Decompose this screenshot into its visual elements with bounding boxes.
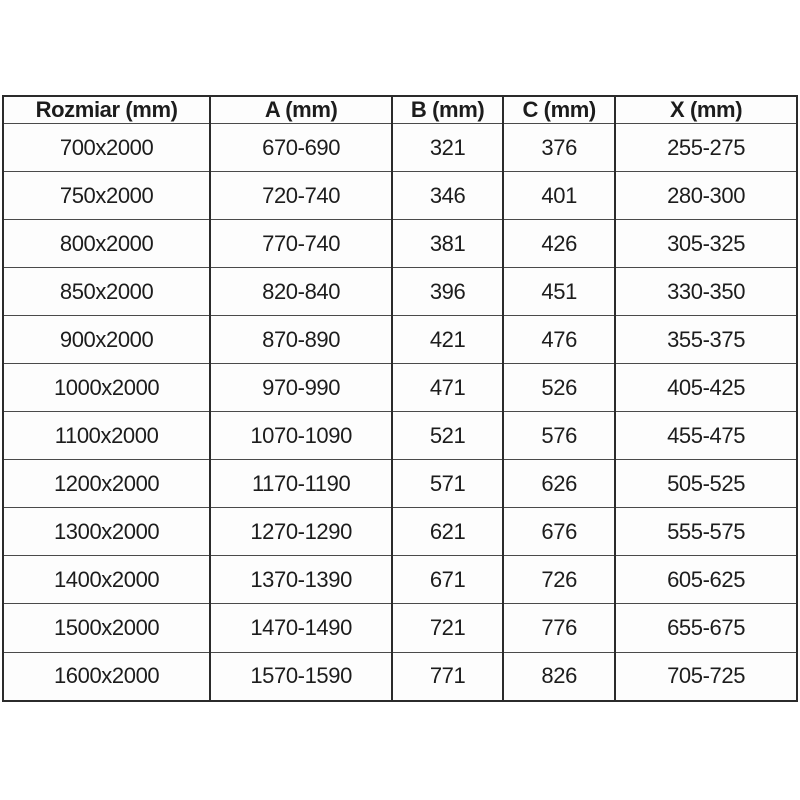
table-cell: 451: [503, 268, 615, 316]
table-cell: 826: [503, 652, 615, 701]
table-row: [3, 460, 797, 508]
table-cell: 1470-1490: [210, 604, 392, 652]
table-cell: 1600x2000: [3, 652, 210, 701]
table-body: [3, 124, 797, 702]
table-cell: 355-375: [615, 316, 797, 364]
table-cell: 750x2000: [3, 172, 210, 220]
table-cell: 720-740: [210, 172, 392, 220]
header-cell: Rozmiar (mm): [3, 96, 210, 124]
table-cell: 505-525: [615, 460, 797, 508]
table-row: [3, 124, 797, 172]
table-row: [3, 508, 797, 556]
table-cell: 1500x2000: [3, 604, 210, 652]
table-row: [3, 172, 797, 220]
table-cell: 621: [392, 508, 503, 556]
table-cell: 970-990: [210, 364, 392, 412]
table-cell: 776: [503, 604, 615, 652]
table-cell: 421: [392, 316, 503, 364]
table-cell: 671: [392, 556, 503, 604]
table-cell: 721: [392, 604, 503, 652]
table-row: [3, 412, 797, 460]
table-row: [3, 220, 797, 268]
header-cell: X (mm): [615, 96, 797, 124]
table-cell: 1570-1590: [210, 652, 392, 701]
table-cell: 555-575: [615, 508, 797, 556]
table-cell: 376: [503, 124, 615, 172]
table-cell: 1300x2000: [3, 508, 210, 556]
table-cell: 1400x2000: [3, 556, 210, 604]
table-cell: 670-690: [210, 124, 392, 172]
table-row: [3, 556, 797, 604]
table-row: [3, 652, 797, 701]
table-cell: 255-275: [615, 124, 797, 172]
header-cell: C (mm): [503, 96, 615, 124]
table-cell: 700x2000: [3, 124, 210, 172]
table-cell: 900x2000: [3, 316, 210, 364]
header-row: [3, 96, 797, 124]
table-cell: 726: [503, 556, 615, 604]
table-cell: 771: [392, 652, 503, 701]
table-row: [3, 316, 797, 364]
table-cell: 870-890: [210, 316, 392, 364]
table-cell: 396: [392, 268, 503, 316]
table-cell: 381: [392, 220, 503, 268]
table-cell: 576: [503, 412, 615, 460]
table-cell: 1000x2000: [3, 364, 210, 412]
table-cell: 1270-1290: [210, 508, 392, 556]
table-cell: 321: [392, 124, 503, 172]
table-cell: 800x2000: [3, 220, 210, 268]
table-cell: 305-325: [615, 220, 797, 268]
table-cell: 1170-1190: [210, 460, 392, 508]
table-cell: 676: [503, 508, 615, 556]
table-cell: 571: [392, 460, 503, 508]
table-cell: 455-475: [615, 412, 797, 460]
table-cell: 471: [392, 364, 503, 412]
table-cell: 705-725: [615, 652, 797, 701]
table-cell: 626: [503, 460, 615, 508]
table-cell: 1070-1090: [210, 412, 392, 460]
table-cell: 401: [503, 172, 615, 220]
table-cell: 770-740: [210, 220, 392, 268]
table-cell: 521: [392, 412, 503, 460]
table-cell: 1200x2000: [3, 460, 210, 508]
header-cell: A (mm): [210, 96, 392, 124]
table-cell: 850x2000: [3, 268, 210, 316]
table-cell: 405-425: [615, 364, 797, 412]
table-cell: 330-350: [615, 268, 797, 316]
table-cell: 1100x2000: [3, 412, 210, 460]
size-chart-table: [2, 95, 798, 702]
table-cell: 280-300: [615, 172, 797, 220]
table-cell: 1370-1390: [210, 556, 392, 604]
header-cell: B (mm): [392, 96, 503, 124]
table-row: [3, 268, 797, 316]
table-cell: 526: [503, 364, 615, 412]
table-cell: 426: [503, 220, 615, 268]
table-cell: 346: [392, 172, 503, 220]
table-cell: 820-840: [210, 268, 392, 316]
table-cell: 655-675: [615, 604, 797, 652]
table-cell: 605-625: [615, 556, 797, 604]
table-cell: 476: [503, 316, 615, 364]
table-row: [3, 604, 797, 652]
table-row: [3, 364, 797, 412]
